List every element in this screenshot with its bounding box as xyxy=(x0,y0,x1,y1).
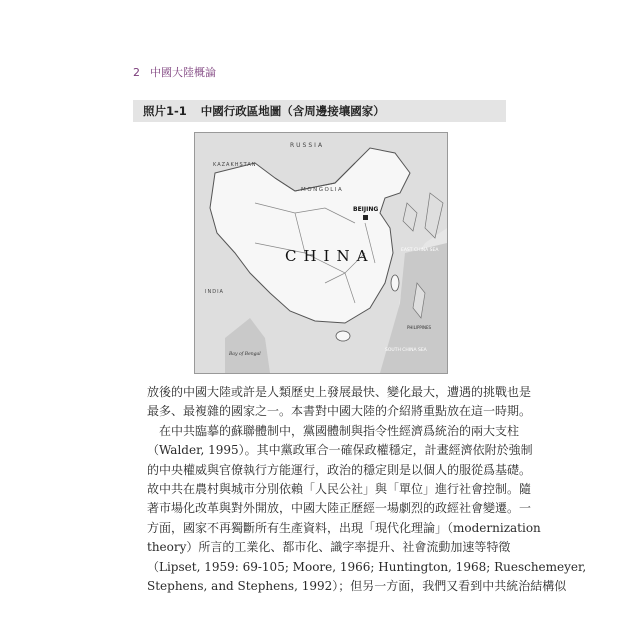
body-line: 方面，國家不再獨斷所有生產資料，出現「現代化理論」（modernization xyxy=(147,520,541,535)
label-south-china-sea: SOUTH CHINA SEA xyxy=(385,348,427,353)
beijing-marker xyxy=(363,215,368,220)
body-line: Stephens, and Stephens, 1992）；但另一方面，我們又看到中共統治結構似 xyxy=(147,578,567,593)
body-line: 著市場化改革與對外開放，中國大陸正歷經一場劇烈的政經社會變遷。一 xyxy=(147,501,532,516)
figure-caption-bar xyxy=(133,100,506,122)
body-text xyxy=(147,383,587,596)
figure-caption: 中國行政區地圖（含周邊接壤國家） xyxy=(200,104,385,118)
body-line: 故中共在農村與城市分別依賴「人民公社」與「單位」進行社會控制。隨 xyxy=(147,481,532,496)
label-beijing: BEIJING xyxy=(353,206,379,213)
label-mongolia: MONGOLIA xyxy=(301,187,344,193)
label-china: CHINA xyxy=(285,247,375,265)
label-east-china-sea: EAST CHINA SEA xyxy=(401,248,439,253)
body-line: 放後的中國大陸或許是人類歷史上發展最快、變化最大，遭遇的挑戰也是 xyxy=(147,385,532,399)
body-line: 最多、最複雜的國家之一。本書對中國大陸的介紹將重點放在這一時期。 xyxy=(147,404,532,419)
label-india: INDIA xyxy=(205,289,224,295)
china-map xyxy=(194,132,448,374)
page-header xyxy=(133,64,216,80)
label-russia: RUSSIA xyxy=(290,142,325,149)
map-graphic xyxy=(195,133,447,373)
page-number: 2 xyxy=(133,65,140,79)
body-line: 在中共臨摹的蘇聯體制中，黨國體制與指令性經濟爲統治的兩大支柱 xyxy=(147,423,520,438)
body-line: （Walder, 1995）。其中黨政軍合一確保政權穩定，計畫經濟依附於強制 xyxy=(147,443,533,458)
book-title: 中國大陸概論 xyxy=(150,66,216,79)
body-line: （Lipset, 1959: 69-105; Moore, 1966; Huntington, 1968; Rueschemeyer, xyxy=(147,559,587,574)
label-kazakhstan: KAZAKHSTAN xyxy=(213,162,257,168)
label-bay-of-bengal: Bay of Bengal xyxy=(229,352,261,357)
label-philippines: PHILIPPINES xyxy=(407,325,432,330)
body-line: 的中央權威與官僚執行方能運行，政治的穩定則是以個人的服從爲基礎。 xyxy=(147,462,532,477)
figure-number: 照片1-1 xyxy=(143,104,187,118)
body-line: theory）所言的工業化、都市化、識字率提升、社會流動加速等特徵 xyxy=(147,540,511,555)
